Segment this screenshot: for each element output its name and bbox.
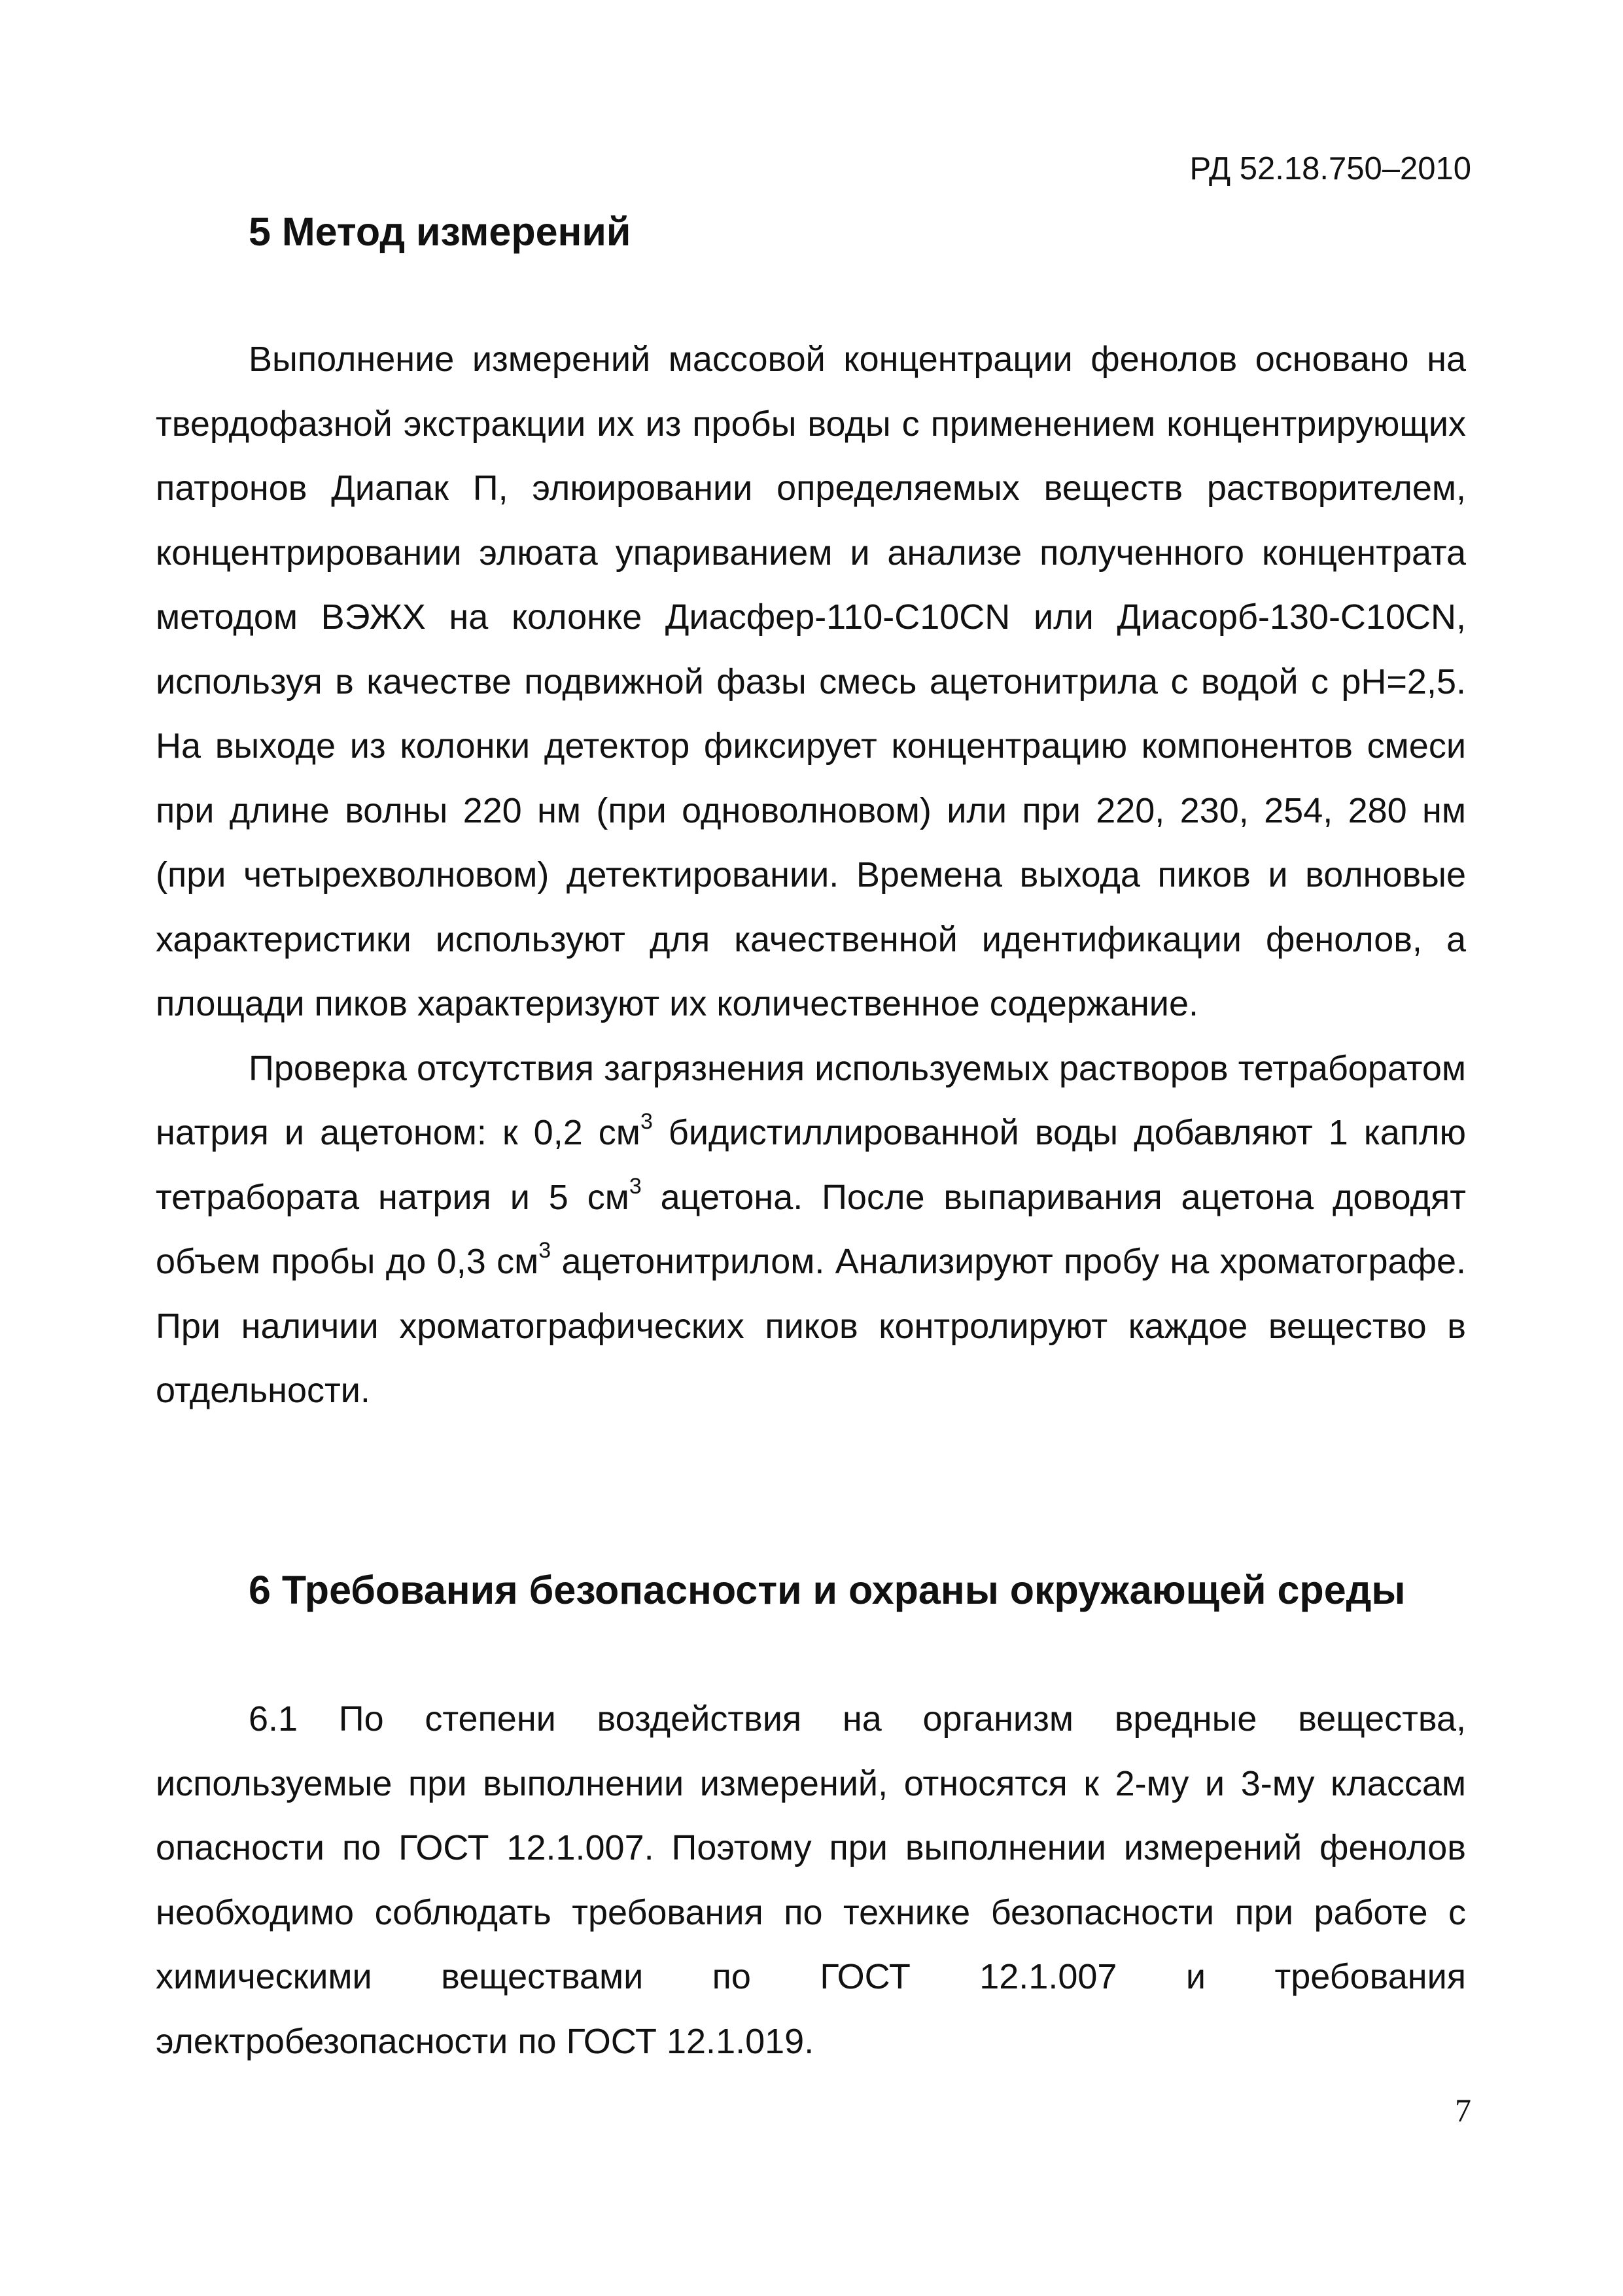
- superscript-cube: 3: [629, 1173, 642, 1199]
- paragraph-2-text-c: ацетона. После выпаривания ацетона доводят объем пробы до 0,3 см: [156, 1177, 1466, 1281]
- document-code: РД 52.18.750–2010: [1189, 151, 1471, 186]
- section-5-paragraph-2: [156, 1036, 1466, 1423]
- paragraph-2-text-d: ацетонитрилом. Анализируют пробу на хроматографе. При наличии хроматографических пиков контролируют каждое вещество в отдельности.: [156, 1242, 1466, 1410]
- page-number: 7: [1455, 2092, 1471, 2128]
- section-6-paragraph-1: 6.1 По степени воздействия на организм вредные вещества, используемые при выполнении измерений, относятся к 2-му и 3-му классам опасности по ГОСТ 12.1.007. Поэтому при выполнении измерений фенолов необходимо соблюдать требования по технике безопасности при работе с химическими веществами по ГОСТ 12.1.007 и требования электробезопасности по ГОСТ 12.1.019.: [156, 1699, 1466, 2061]
- superscript-cube: 3: [640, 1109, 653, 1134]
- section-5-title: 5 Метод измерений: [249, 209, 631, 254]
- superscript-cube: 3: [538, 1238, 551, 1263]
- section-5-paragraph-1: Выполнение измерений массовой концентрации фенолов основано на твердофазной экстракции их из пробы воды с применением концентрирующих патронов Диапак П, элюировании определяемых веществ растворителем, концентрировании элюата упариванием и анализе полученного концентрата методом ВЭЖХ на колонке Диасфер-110-С10CN или Диасорб-130-С10CN, используя в качестве подвижной фазы смесь ацетонитрила с водой с pH=2,5. На выходе из колонки детектор фиксирует концентрацию компонентов смеси при длине волны 220 нм (при одноволновом) или при 220, 230, 254, 280 нм (при четырехволновом) детектировании. Времена выхода пиков и волновые характеристики используют для качественной идентификации фенолов, а площади пиков характеризуют их количественное содержание.: [156, 340, 1466, 1023]
- paragraph-2-text-a: Проверка отсутствия загрязнения используемых растворов тетраборатом натрия и ацетоном: к 0,2 см: [156, 1048, 1466, 1152]
- section-6-body: [156, 1687, 1466, 2074]
- section-6-title: 6 Требования безопасности и охраны окружающей среды: [249, 1568, 1406, 1612]
- section-5-body: [156, 327, 1466, 1423]
- paragraph-2-text-b: бидистиллированной воды добавляют 1 каплю тетрабората натрия и 5 см: [156, 1113, 1466, 1217]
